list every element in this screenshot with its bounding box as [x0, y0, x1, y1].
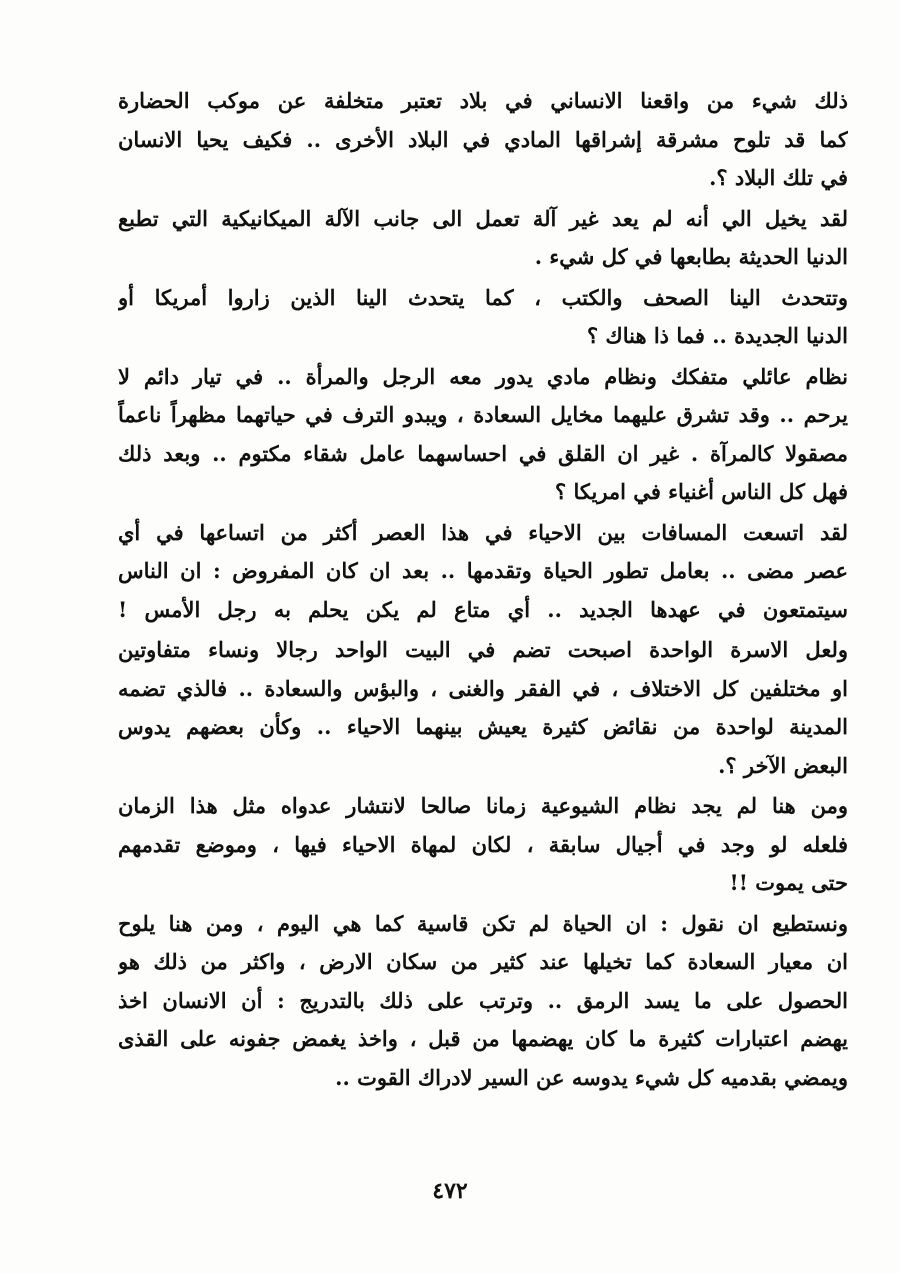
paragraph: [118, 82, 848, 198]
text-line: فهل كل الناس أغنياء في امريكا ؟: [555, 479, 848, 504]
text-line: ولعل الاسرة الواحدة اصبحت تضم في البيت الواحد رجالا ونساء متفاوتين: [118, 637, 848, 662]
text-line: يرحم .. وقد تشرق عليهما مخايل السعادة ، ويبدو الترف في حياتهما مظهراً ناعماً: [118, 402, 848, 427]
text-line: يهضم اعتبارات كثيرة ما كان يهضمها من قبل ، واخذ يغمض جفونه على القذى: [118, 1026, 848, 1051]
text-line: كما قد تلوح مشرقة إشراقها المادي في البلاد الأخرى .. فكيف يحيا الانسان: [118, 126, 848, 152]
paragraph: [118, 905, 848, 1098]
body-text: [118, 82, 848, 1097]
paragraph: [118, 514, 848, 630]
text-line: الدنيا الجديدة .. فما ذا هناك ؟: [586, 323, 848, 348]
text-line: سيتمتعون في عهدها الجديد .. أي متاع لم يكن يحلم به رجل الأمس !: [118, 596, 848, 622]
text-line: في تلك البلاد ؟.: [709, 165, 848, 190]
text-line: ونستطيع ان نقول : ان الحياة لم تكن قاسية كما هي اليوم ، ومن هنا يلوح: [118, 910, 848, 936]
text-line: او مختلفين كل الاختلاف ، في الفقر والغنى ، والبؤس والسعادة .. فالذي تضمه: [118, 675, 848, 701]
text-line: الدنيا الحديثة بطابعها في كل شيء .: [534, 244, 848, 269]
text-line: لقد يخيل الي أنه لم يعد غير آلة تعمل الى جانب الآلة الميكانيكية التي تطبع: [118, 205, 848, 231]
text-line: ومن هنا لم يجد نظام الشيوعية زمانا صالحا لانتشار عدواه مثل هذا الزمان: [118, 793, 848, 818]
text-line: حتى يموت !!: [729, 870, 848, 895]
text-line: لقد اتسعت المسافات بين الاحياء في هذا العصر أكثر من اتساعها في أي: [118, 519, 848, 545]
paragraph: [118, 631, 848, 785]
text-line: المدينة لواحدة من نقائض كثيرة يعيش بينهما الاحياء .. وكأن بعضهم يدوس: [118, 714, 848, 739]
text-line: ويمضي بقدميه كل شيء يدوسه عن السير لادراك القوت ..: [335, 1064, 848, 1090]
text-line: مصقولا كالمرآة . غير ان القلق في احساسهما عامل شقاء مكتوم .. وبعد ذلك: [118, 440, 848, 466]
text-line: ان معيار السعادة كما تخيلها عند كثير من سكان الارض ، واكثر من ذلك هو: [118, 949, 848, 974]
text-line: فلعله لو وجد في أجيال سابقة ، لكان لمهاة الاحياء فيها ، وموضع تقدمهم: [118, 831, 848, 857]
paragraph: [118, 787, 848, 903]
paragraph: [118, 279, 848, 356]
paragraph: [118, 358, 848, 512]
text-line: نظام عائلي متفكك ونظام مادي يدور معه الرجل والمرأة .. في تيار دائم لا: [118, 363, 848, 389]
paragraph: [118, 200, 848, 277]
text-line: وتتحدث الينا الصحف والكتب ، كما يتحدث الينا الذين زاروا أمريكا أو: [118, 284, 848, 310]
text-line: البعض الآخر ؟.: [718, 752, 848, 778]
text-line: الحصول على ما يسد الرمق .. وترتب على ذلك بالتدريج : أن الانسان اخذ: [118, 987, 848, 1013]
text-line: ذلك شيء من واقعنا الانساني في بلاد تعتبر متخلفة عن موكب الحضارة: [118, 88, 848, 113]
page-number: ٤٧٢: [432, 1178, 468, 1204]
text-line: عصر مضى .. بعامل تطور الحياة وتقدمها .. بعد ان كان المفروض : ان الناس: [118, 558, 848, 583]
